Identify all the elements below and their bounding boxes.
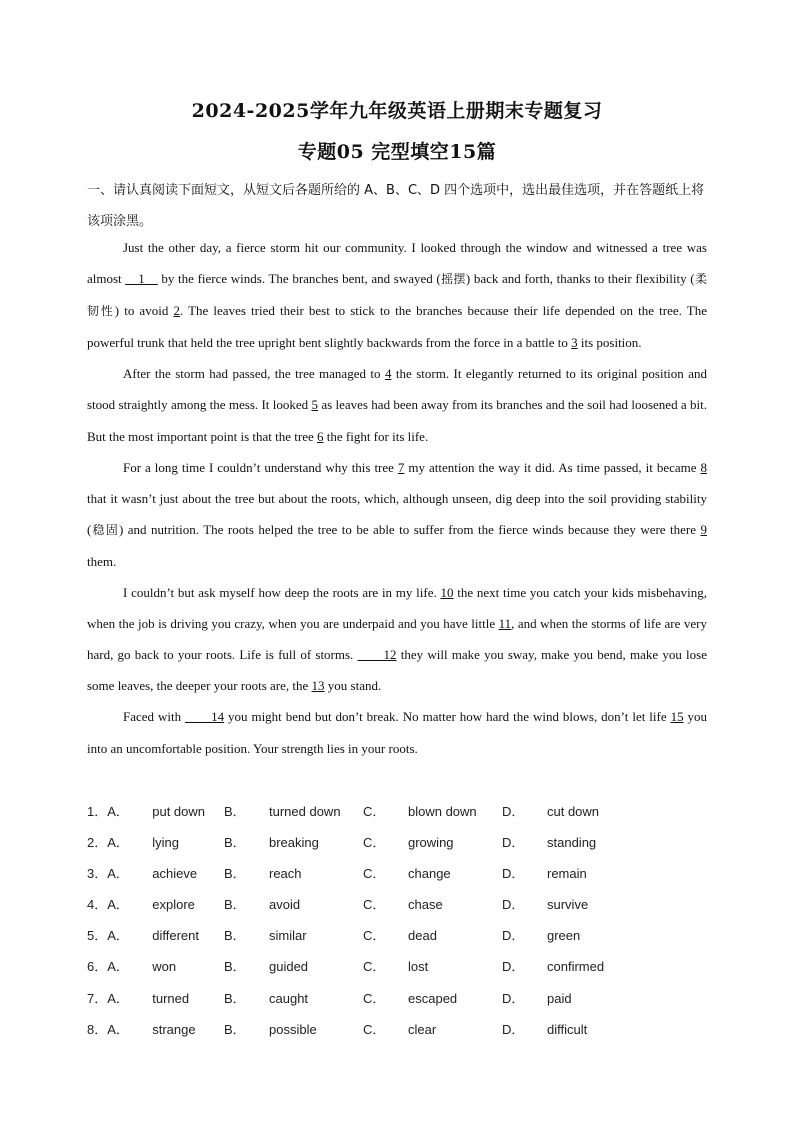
- option-c[interactable]: [363, 956, 428, 975]
- option-letter: D．: [502, 835, 525, 851]
- option-text: remain: [547, 866, 587, 882]
- blank-8: 8: [700, 459, 708, 475]
- option-a[interactable]: [87, 956, 176, 975]
- option-text: lost: [408, 959, 429, 975]
- option-text: clear: [408, 1021, 437, 1037]
- option-c[interactable]: [363, 894, 443, 913]
- option-letter: B．: [224, 866, 246, 882]
- passage-text: that it wasn’t just about the tree but about the roots, which, although unseen, dig deep into the soil providing stability (: [87, 490, 707, 537]
- option-text: lying: [152, 835, 179, 851]
- option-b[interactable]: [224, 988, 308, 1007]
- section-instructions: 一、请认真阅读下面短文，从短文后各题所给的 A、B、C、D 四个选项中，选出最佳选项，并在答题纸上将该项涂黑。: [87, 183, 705, 229]
- blank-1: __1__: [125, 271, 158, 287]
- question-number: 4．: [87, 897, 108, 913]
- option-text: blown down: [408, 804, 477, 819]
- option-text: guided: [269, 959, 309, 975]
- option-letter: D．: [502, 959, 525, 975]
- option-a[interactable]: [87, 988, 189, 1007]
- document-subtitle: 专题05 完型填空15篇: [297, 141, 497, 163]
- question-row: [87, 981, 707, 1012]
- option-letter: A．: [107, 928, 129, 944]
- option-letter: B．: [224, 1021, 246, 1037]
- question-row: [87, 887, 707, 918]
- question-row: [87, 856, 707, 887]
- passage-text: they will make you sway, make you bend, make you lose some leaves, the deeper your roots are, the: [87, 647, 707, 694]
- option-d[interactable]: [502, 863, 587, 882]
- option-a[interactable]: [87, 863, 197, 882]
- option-text: turned down: [269, 804, 341, 819]
- passage-text: you into an uncomfortable position. Your strength lies in your roots.: [87, 709, 708, 756]
- cloze-passage: [87, 232, 707, 764]
- option-letter: D．: [502, 897, 525, 913]
- gloss-text: 柔韧性: [87, 272, 707, 319]
- document-title: 2024-2025学年九年级英语上册期末专题复习: [191, 100, 603, 122]
- blank-6: 6: [317, 428, 324, 444]
- blank-15: 15: [670, 709, 684, 725]
- option-a[interactable]: [87, 925, 199, 944]
- blank-9: 9: [700, 521, 707, 537]
- option-text: avoid: [269, 897, 301, 913]
- option-a[interactable]: [87, 894, 195, 913]
- passage-paragraph-5: [87, 701, 707, 763]
- passage-text: After the storm had passed, the tree managed to: [123, 366, 385, 382]
- blank-13: 13: [311, 678, 325, 694]
- option-b[interactable]: [224, 894, 300, 913]
- question-number: 7．: [87, 990, 108, 1006]
- passage-text: you stand.: [324, 678, 382, 694]
- passage-text: For a long time I couldn’t understand why this tree: [123, 459, 398, 475]
- blank-10: 10: [440, 585, 454, 601]
- option-text: paid: [547, 990, 572, 1006]
- option-letter: D．: [502, 1021, 525, 1037]
- option-c[interactable]: [363, 832, 454, 851]
- question-number: 3．: [87, 866, 108, 882]
- option-text: dead: [408, 928, 437, 944]
- option-c[interactable]: [363, 988, 457, 1007]
- option-text: strange: [152, 1021, 196, 1037]
- option-text: reach: [269, 866, 302, 882]
- option-c[interactable]: [363, 863, 451, 882]
- option-letter: B．: [224, 897, 246, 913]
- option-b[interactable]: [224, 956, 308, 975]
- option-b[interactable]: [224, 863, 302, 882]
- question-number: 2．: [87, 835, 108, 851]
- question-row: [87, 918, 707, 949]
- passage-paragraph-4: [87, 577, 707, 701]
- option-text: survive: [547, 897, 589, 913]
- passage-text: the fight for its life.: [323, 428, 429, 444]
- question-number: 6．: [87, 959, 108, 975]
- blank-3: 3: [571, 335, 578, 351]
- passage-text: the next time you catch your kids misbehaving, when the job is driving you crazy, when you are underpaid and you have little: [87, 585, 707, 632]
- option-letter: C．: [363, 928, 386, 944]
- option-text: growing: [408, 835, 454, 851]
- option-letter: B．: [224, 804, 246, 819]
- option-c[interactable]: [363, 925, 437, 944]
- option-text: escaped: [408, 990, 458, 1006]
- passage-paragraph-2: [87, 358, 707, 451]
- blank-14: ____14: [185, 709, 225, 725]
- passage-text: its position.: [577, 335, 642, 351]
- blank-4: 4: [384, 366, 392, 382]
- option-text: possible: [269, 1021, 317, 1037]
- option-letter: C．: [363, 1021, 386, 1037]
- option-letter: D．: [502, 928, 525, 944]
- option-letter: B．: [224, 928, 246, 944]
- option-text: green: [547, 928, 581, 944]
- option-text: difficult: [547, 1021, 588, 1037]
- passage-text: . The leaves tried their best to stick to the branches because their life depended on the tree. The powerful trunk that held the tree upright bent slightly backwards from the force in a battle to: [87, 303, 707, 351]
- option-letter: B．: [224, 990, 246, 1006]
- passage-text: them.: [87, 553, 117, 569]
- blank-5: 5: [311, 397, 318, 413]
- option-letter: A．: [107, 866, 129, 882]
- gloss-text: 稳固: [91, 522, 119, 537]
- option-text: put down: [152, 804, 205, 819]
- question-row: [87, 825, 707, 856]
- passage-text: , and when the storms of life are very hard, go back to your roots. Life is full of storms.: [87, 616, 707, 663]
- option-c[interactable]: [363, 1019, 436, 1038]
- blank-12: ____12: [357, 647, 397, 663]
- option-text: different: [152, 928, 199, 944]
- option-text: standing: [547, 835, 597, 851]
- option-letter: A．: [107, 897, 129, 913]
- question-number: 1．: [87, 804, 108, 819]
- option-text: confirmed: [547, 959, 605, 975]
- option-text: chase: [408, 897, 443, 913]
- passage-text: you might bend but don’t break. No matter how hard the wind blows, don’t let life: [224, 709, 671, 725]
- gloss-text: 摇摆: [440, 272, 466, 287]
- blank-2: 2: [173, 303, 180, 319]
- option-text: explore: [152, 897, 195, 913]
- option-b[interactable]: [224, 925, 307, 944]
- option-letter: C．: [363, 866, 386, 882]
- passage-paragraph-3: [87, 452, 707, 577]
- option-text: achieve: [152, 866, 198, 882]
- option-a[interactable]: [87, 801, 205, 820]
- option-a[interactable]: [87, 1019, 196, 1038]
- option-text: won: [152, 959, 177, 975]
- answer-options: [87, 794, 707, 1043]
- option-text: turned: [152, 990, 190, 1006]
- option-d[interactable]: [502, 1019, 587, 1038]
- passage-text: I couldn’t but ask myself how deep the roots are in my life.: [123, 585, 441, 601]
- option-a[interactable]: [87, 832, 179, 851]
- question-number: 8．: [87, 1021, 108, 1037]
- passage-text: my attention the way it did. As time passed, it became: [404, 459, 701, 475]
- passage-text: by the fierce winds. The branches bent, and swayed (: [157, 271, 441, 287]
- question-number: 5．: [87, 928, 108, 944]
- question-row: [87, 949, 707, 980]
- option-letter: D．: [502, 866, 525, 882]
- option-text: breaking: [269, 835, 319, 851]
- passage-text: ) and nutrition. The roots helped the tree to be able to suffer from the fierce winds because they were there: [118, 521, 701, 537]
- option-letter: C．: [363, 835, 386, 851]
- option-letter: A．: [107, 990, 129, 1006]
- passage-text: ) to avoid: [114, 303, 174, 319]
- option-d[interactable]: [502, 894, 588, 913]
- option-text: change: [408, 866, 451, 882]
- question-row: [87, 1012, 707, 1043]
- option-b[interactable]: [224, 832, 319, 851]
- option-text: cut down: [547, 804, 600, 819]
- passage-paragraph-1: [87, 232, 707, 358]
- option-b[interactable]: [224, 801, 341, 820]
- option-letter: D．: [502, 804, 525, 819]
- option-letter: C．: [363, 897, 386, 913]
- option-d[interactable]: [502, 956, 604, 975]
- option-letter: B．: [224, 835, 246, 851]
- option-letter: B．: [224, 959, 246, 975]
- option-b[interactable]: [224, 1019, 317, 1038]
- option-d[interactable]: [502, 801, 599, 820]
- passage-text: Faced with: [123, 709, 186, 725]
- passage-text: the storm. It elegantly returned to its original position and stood straightly among the mess. It looked: [87, 366, 708, 413]
- option-c[interactable]: [363, 801, 477, 820]
- option-letter: C．: [363, 959, 386, 975]
- option-letter: C．: [363, 804, 386, 819]
- option-letter: A．: [107, 959, 129, 975]
- option-letter: A．: [107, 1021, 129, 1037]
- passage-text: Just the other day, a fierce storm hit our community. I looked through the window and witnessed a tree was almost: [87, 240, 707, 287]
- option-letter: A．: [107, 804, 129, 819]
- passage-text: ) back and forth, thanks to their flexibility (: [465, 271, 695, 287]
- option-d[interactable]: [502, 832, 596, 851]
- passage-text: as leaves had been away from its branches and the soil had loosened a bit. But the most important point is that the tree: [87, 397, 707, 444]
- question-row: [87, 794, 707, 825]
- option-text: similar: [269, 928, 307, 944]
- option-d[interactable]: [502, 988, 572, 1007]
- blank-11: 11: [498, 616, 512, 632]
- option-text: caught: [269, 990, 309, 1006]
- option-letter: D．: [502, 990, 525, 1006]
- option-letter: A．: [107, 835, 129, 851]
- option-d[interactable]: [502, 925, 580, 944]
- option-letter: C．: [363, 990, 386, 1006]
- blank-7: 7: [397, 459, 405, 475]
